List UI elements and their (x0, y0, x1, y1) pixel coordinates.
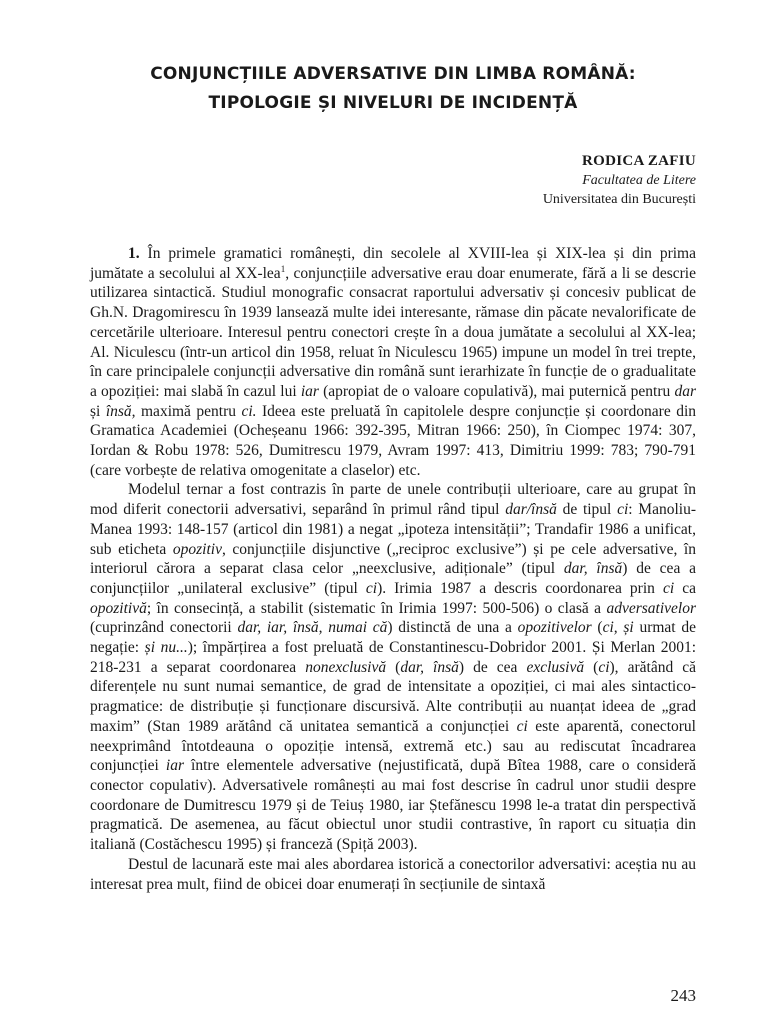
text-run: ). Irimia 1987 a descris coordonarea prin (377, 579, 663, 597)
italic-term: dar/însă (505, 501, 557, 519)
italic-term: dar, iar, însă, numai că (237, 619, 388, 637)
text-run: ) de cea a conjuncțiilor „unilateral exclusive” (tipul (90, 560, 697, 597)
author-faculty: Facultatea de Litere (582, 173, 696, 188)
text-run: ) de cea (458, 658, 527, 676)
title-line-1: CONJUNCȚIILE ADVERSATIVE DIN LIMBA ROMÂNĂ: (150, 64, 636, 84)
text-run: , conjuncțiile disjunctive („reciproc exclusive”) și pe cele adversative, în interiorul cărora a separat clasa celor „neexclusive, adiționale” (tipul (90, 540, 696, 578)
italic-term: nonexclusivă (305, 658, 387, 676)
text-run: între elementele adversative (nejustificată, după Bîtea 1988, care o consideră conector copulativ). Adversativele românești au mai fost descrise în cadrul unor studii despre coordonare de Dumitrescu 1979 și de Teiuș 1980, iar Ștefănescu 1998 le-a tratat din perspectivă pragmatică. De asemenea, au făcut obiectul unor studii contrastive, în raport cu situația din italiană (Costăchescu 1995) și franceză (Spiță 2003). (90, 757, 696, 854)
text-run: În primele gramatici românești, din secolele al XVIII-lea și XIX-lea și din prima jumătate a secolului al XX-lea (90, 245, 696, 282)
footnote-ref: 1 (280, 263, 286, 274)
section-number: 1. (128, 245, 140, 262)
italic-term: opozitivelor (517, 619, 592, 637)
italic-term: ci (516, 717, 528, 735)
text-run: de tipul (556, 501, 618, 519)
text-run: ), arătând că diferențele nu sunt numai semantice, de grad de intensitate a opoziției, ci mai ales sintactico-pragmatice: de distribuție și funcționare discursivă. Alte contribuții au nuanțat ideea de „grad maxim” (Stan 1989 arătând că unitatea semantică a conjuncției (90, 658, 696, 735)
italic-term: ci. (241, 402, 257, 420)
text-run: (cuprinzând conectorii (90, 619, 238, 637)
italic-term: opozitiv (172, 540, 222, 558)
article-body (90, 244, 696, 894)
article-title (90, 60, 696, 118)
text-run: ( (386, 658, 401, 676)
page-number: 243 (670, 986, 696, 1005)
text-run: și (90, 402, 106, 420)
text-run: este aparentă, conectorul neexprimând întotdeauna o opoziție intensă, extremă etc.) sau au rediscutat încadrarea conjuncției (90, 717, 696, 775)
title-line-2: TIPOLOGIE ȘI NIVELURI DE INCIDENȚĂ (208, 93, 578, 113)
italic-term: ci (617, 501, 629, 519)
text-run: maximă pentru (135, 402, 242, 420)
italic-term: adversativelor (606, 599, 696, 617)
text-run: ; în consecință, a stabilit (sistematic în Irimia 1997: 500-506) o clasă a (146, 599, 607, 617)
italic-term: ci (662, 579, 675, 597)
text-run: (apropiat de o valoare copulativă), mai puternică pentru (318, 382, 675, 400)
author-university: Universitatea din București (542, 192, 696, 207)
italic-term: iar (165, 757, 185, 775)
italic-term: însă, (105, 402, 136, 420)
text-run: ); împărțirea a fost preluată de Constantinescu-Dobridor 2001. Și Merlan 2001: 218-231 a separat coordonarea (90, 639, 696, 676)
author-block (90, 151, 696, 209)
italic-term: ci (365, 579, 378, 597)
italic-term: și nu... (144, 639, 188, 657)
article-page (90, 60, 696, 894)
italic-term: ci (598, 658, 610, 676)
text-run: , conjuncțiile adversative erau doar enumerate, fără a li se descrie utilizarea sintactică. Studiul monografic consacrat raportului adversativ și concesiv publicat de Gh.N. Dragomirescu în 1939 lansează multe idei interesante, rămase din păcate nevalorificate de cercetările ulterioare. Interesul pentru conectori crește în a doua jumătate a secolului al XX-lea; Al. Niculescu (într-un articol din 1958, reluat în Niculescu 1965) impune un model în trei trepte, în care principalele conjuncții adversative din română sunt ierarhizate în funcție de o gradualitate a opoziției: mai slabă în cazul lui (90, 264, 696, 400)
text-run: ( (584, 658, 599, 676)
italic-term: dar, însă (400, 658, 459, 676)
text-run: Ideea este preluată în capitolele despre conjuncție și coordonare din Gramatica Academiei (Ocheșeanu 1966: 392-395, Mitran 1966: 250), în Ciompec 1974: 307, Iordan & Robu 1978: 526, Dumitrescu 1979, Avram 1997: 413, Dimitriu 1999: 783; 790-791 (care vorbește de relativa omogenitate a claselor) etc. (90, 402, 696, 479)
paragraph-1 (90, 244, 696, 480)
text-run: ca (674, 579, 697, 597)
paragraph-2 (90, 480, 696, 854)
author-name: RODICA ZAFIU (581, 153, 696, 169)
text-run: ( (591, 619, 603, 637)
text-run: urmat de negație: (90, 619, 696, 657)
italic-term: iar (300, 382, 319, 400)
italic-term: ci, și (602, 619, 634, 637)
text-run: Destul de lacunară este mai ales abordarea istorică a conectorilor adversativi: aceștia nu au interesat prea mult, fiind de obicei doar enumerați în secțiunile de sintaxă (90, 855, 696, 893)
italic-term: dar (674, 382, 696, 400)
paragraph-3 (90, 855, 696, 894)
text-run: : Manoliu-Manea 1993: 148-157 (articol din 1981) a negat „ipoteza intensității”; Trandafir 1986 a unificat, sub eticheta (90, 501, 696, 558)
italic-term: dar, însă (563, 560, 623, 578)
text-run: Modelul ternar a fost contrazis în parte de unele contribuții ulterioare, care au grupat în mod diferit conectorii adversativi, separând în primul rând tipul (90, 481, 696, 519)
italic-term: opozitivă (90, 599, 147, 617)
text-run: ) distinctă de una a (387, 619, 518, 637)
italic-term: exclusivă (526, 658, 585, 676)
